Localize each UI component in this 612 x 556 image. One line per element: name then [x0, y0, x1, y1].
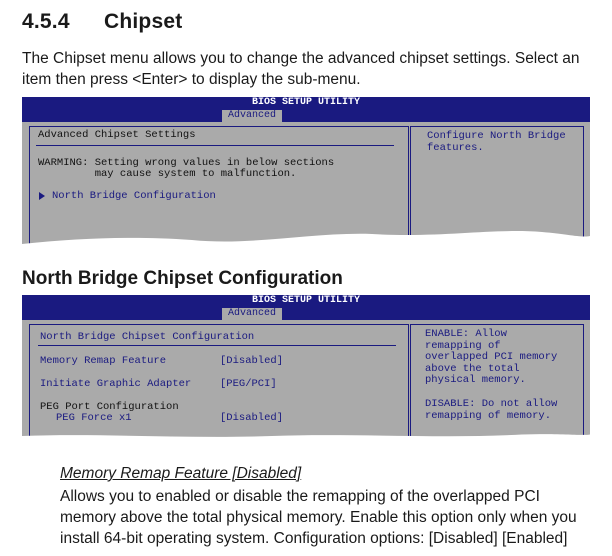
menu-item-north-bridge-configuration[interactable]: North Bridge Configuration — [52, 190, 216, 202]
setting-label-memory-remap[interactable]: Memory Remap Feature — [40, 355, 167, 367]
tab-advanced[interactable]: Advanced — [222, 308, 282, 320]
bios-body — [22, 122, 590, 247]
bios-tab-bar — [22, 308, 590, 320]
warning-line-2: may cause system to malfunction. — [38, 168, 297, 180]
panel-divider — [36, 145, 394, 146]
help-enable-text: ENABLE: Allow remapping of overlapped PCI memory above the total physical memory. — [425, 328, 558, 386]
bios-tab-bar — [22, 110, 590, 122]
setting-title: Memory Remap Feature [Disabled] — [60, 465, 302, 482]
section-heading — [22, 10, 182, 34]
setting-value-peg-force[interactable]: [Disabled] — [220, 412, 284, 424]
setting-label-peg-force[interactable]: PEG Force x1 — [56, 412, 132, 424]
panel-title: Advanced Chipset Settings — [38, 129, 196, 141]
tab-advanced[interactable]: Advanced — [222, 110, 282, 122]
subsection-heading: North Bridge Chipset Configuration — [22, 268, 343, 289]
panel-title: North Bridge Chipset Configuration — [40, 331, 255, 343]
help-disable-text: DISABLE: Do not allow remapping of memory. — [425, 398, 558, 422]
bios-body — [22, 320, 590, 440]
torn-edge — [22, 220, 590, 260]
bios-title: BIOS SETUP UTILITY — [251, 295, 361, 306]
section-title: Chipset — [104, 10, 183, 33]
setting-value-memory-remap[interactable]: [Disabled] — [220, 355, 284, 367]
warning-line-1: WARMING: Setting wrong values in below sections — [38, 157, 335, 169]
bios-main-panel — [29, 324, 409, 440]
bios-title-bar — [22, 295, 590, 308]
bios-title: BIOS SETUP UTILITY — [251, 97, 361, 108]
bios-screen-north-bridge — [22, 295, 590, 440]
group-label-peg-port: PEG Port Configuration — [40, 401, 179, 413]
section-number: 4.5.4 — [22, 10, 70, 33]
torn-edge — [22, 430, 590, 460]
bios-screen-chipset — [22, 97, 590, 247]
setting-label-graphic-adapter[interactable]: Initiate Graphic Adapter — [40, 378, 192, 390]
bios-title-bar — [22, 97, 590, 110]
bios-help-panel — [410, 324, 584, 440]
setting-value-graphic-adapter[interactable]: [PEG/PCI] — [220, 378, 277, 390]
intro-paragraph: The Chipset menu allows you to change the advanced chipset settings. Select an item then press <Enter> to display the sub-menu. — [22, 50, 580, 88]
help-text: Configure North Bridge features. — [427, 130, 566, 154]
submenu-arrow-icon — [39, 192, 45, 200]
panel-divider — [38, 345, 396, 346]
setting-description: Allows you to enabled or disable the remapping of the overlapped PCI memory above the total physical memory. Enable this option only when you install 64-bit operating system. Configuration options: [Disabled] [Enabled] — [60, 488, 577, 547]
